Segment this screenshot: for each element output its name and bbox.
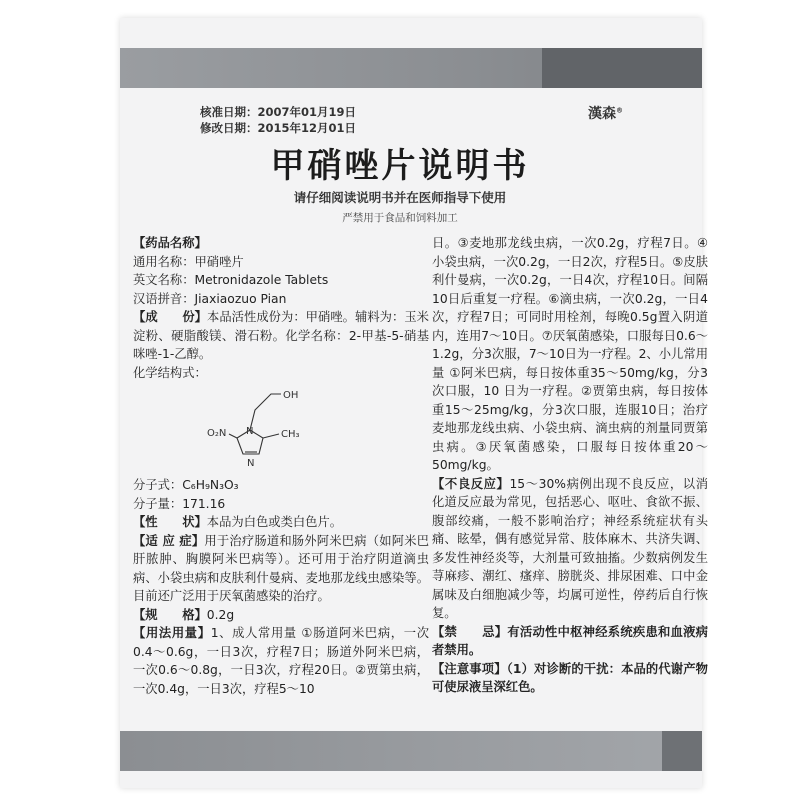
contra-section [432, 623, 708, 660]
adverse-text: 15～30%病例出现不良反应，以消化道反应最为常见，包括恶心、呕吐、食欲不振、腹部绞痛，一般不影响治疗；神经系统症状有头痛、眩晕，偶有感觉异常、肢体麻木、共济失调、多发性神经炎等，大剂量可致抽搐。少数病例发生荨麻疹、潮红、瘙痒、膀胱炎、排尿困难、口中金属味及白细胞减少等，均属可逆性，停药后自行恢复。 [432, 476, 708, 620]
revision-date: 修改日期：2015年12月01日 [200, 121, 357, 135]
molecular-formula: 分子式：C₆H₉N₃O₃ [133, 478, 239, 492]
dosage-text: 1、成人常用量 ①肠道阿米巴病，一次0.4～0.6g，一日3次，疗程7日；肠道外阿米巴病，一次0.6～0.8g，一日3次，疗程20日。②贾第虫病，一次0.4g，一日3次，疗程5～10 [133, 626, 429, 696]
adverse-heading: 【不良反应】 [432, 476, 510, 491]
oh-label: OH [283, 390, 299, 401]
appearance-heading: 【性 状】 [133, 515, 207, 529]
spec-section [133, 606, 429, 625]
approval-date: 核准日期：2007年01月19日 [200, 105, 357, 119]
drug-name-heading: 【药品名称】 [133, 236, 207, 250]
dosage-heading: 【用法用量】 [133, 626, 211, 640]
spec-heading: 【规 格】 [133, 607, 207, 622]
date-block [200, 104, 356, 136]
ingredients-text: 本品活性成份为：甲硝唑。辅料为：玉米淀粉、硬脂酸镁、滑石粉。化学名称：2-甲基-5-硝基咪唑-1-乙醇。 [133, 310, 429, 361]
ingredients-heading: 【成 份】 [133, 310, 208, 324]
common-name: 通用名称：甲硝唑片 [133, 254, 244, 269]
structure-label: 化学结构式： [133, 365, 207, 380]
dosage-continued: 日。③麦地那龙线虫病，一次0.2g，疗程7日。④小袋虫病，一次0.2g，一日2次，疗程5日。⑤皮肤利什曼病，一次0.2g，一日4次，疗程10日。间隔10日后重复一疗程。⑥滴虫病，一次0.2g，一日4次，疗程7日；可同时用栓剂，每晚0.5g置入阴道内，连用7～10日。⑦厌氧菌感染，口服每日0.6～1.2g，分3次服，7～10日为一疗程。2、小儿常用量 ①阿米巴病，每日按体重35～50mg/kg，分3次口服，10 日为一疗程。②贾第虫病，每日按体重15～25mg/kg，分3次口服，连服10日；治疗麦地那龙线虫病、小袋虫病、滴虫病的剂量同贾第虫病。③厌氧菌感染，口服每日按体重20～50mg/kg。 [432, 236, 708, 472]
caution-heading: 【注意事项】 [432, 661, 507, 676]
page-title: 甲硝唑片说明书 [270, 146, 530, 186]
indication-section [133, 532, 429, 606]
caution-section [432, 660, 708, 697]
english-name: 英文名称：Metronidazole Tablets [133, 273, 329, 287]
methyl-label: CH₃ [281, 429, 300, 440]
dosage-section [133, 624, 429, 698]
indication-heading: 【适 应 症】 [133, 533, 205, 548]
adverse-section [432, 475, 708, 623]
brand-name: 漢森 [588, 106, 616, 122]
indication-text: 用于治疗肠道和肠外阿米巴病（如阿米巴肝脓肿、胸膜阿米巴病等）。还可用于治疗阴道滴虫病、小袋虫病和皮肤利什曼病、麦地那龙线虫感染等。目前还广泛用于厌氧菌感染的治疗。 [133, 533, 429, 603]
usage-notice: 请仔细阅读说明书并在医师指导下使用 [293, 190, 507, 205]
spec-text: 0.2g [206, 607, 235, 622]
nitro-label: O₂N [207, 428, 227, 439]
appearance-text: 本品为白色或类白色片。 [206, 515, 343, 529]
brand-logo [588, 103, 623, 123]
contra-heading: 【禁 忌】 [432, 624, 508, 639]
structure-diagram [203, 382, 323, 472]
caution-text: （1）对诊断的干扰：本品的代谢产物可使尿液呈深红色。 [432, 661, 708, 694]
bottom-gray-band [120, 731, 702, 771]
registered-mark: ® [616, 106, 623, 115]
n1-label: N [246, 426, 254, 437]
n3-label: N [247, 458, 255, 469]
contra-text: 有活动性中枢神经系统疾患和血液病者禁用。 [432, 624, 708, 657]
chemical-structure [133, 382, 429, 476]
left-column [133, 234, 429, 698]
pinyin-name: 汉语拼音：Jiaxiaozuo Pian [133, 291, 287, 306]
ingredients-section [133, 308, 429, 364]
prohibition-notice: 严禁用于食品和饲料加工 [342, 212, 458, 224]
right-column [432, 234, 708, 697]
top-gray-band [120, 48, 702, 88]
appearance-section [133, 513, 429, 532]
molecular-weight: 分子量：171.16 [133, 496, 226, 511]
